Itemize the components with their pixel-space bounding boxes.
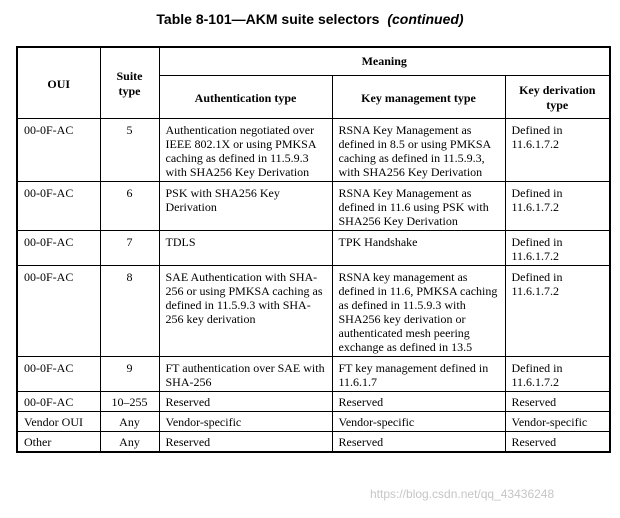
cell-key-derivation-type: Defined in 11.6.1.7.2 (505, 357, 610, 392)
cell-suite-type: 6 (100, 182, 159, 231)
cell-suite-type: 8 (100, 266, 159, 357)
table-row (17, 182, 610, 231)
cell-auth-type: Vendor-specific (159, 412, 332, 432)
cell-key-derivation-type: Reserved (505, 432, 610, 453)
table-row (17, 357, 610, 392)
table-row (17, 119, 610, 182)
table-row (17, 412, 610, 432)
table-row (17, 432, 610, 453)
akm-suite-table (16, 46, 611, 453)
header-meaning: Meaning (159, 47, 610, 76)
cell-key-mgmt-type: Reserved (332, 392, 505, 412)
cell-key-mgmt-type: TPK Handshake (332, 231, 505, 266)
table-continued-label: (continued) (387, 11, 464, 27)
cell-auth-type: PSK with SHA256 Key Derivation (159, 182, 332, 231)
cell-key-derivation-type: Defined in 11.6.1.7.2 (505, 119, 610, 182)
header-suite-type: Suite type (100, 47, 159, 119)
table-row (17, 266, 610, 357)
cell-key-derivation-type: Defined in 11.6.1.7.2 (505, 266, 610, 357)
cell-suite-type: Any (100, 412, 159, 432)
header-auth-type: Authentication type (159, 76, 332, 119)
cell-key-mgmt-type: Vendor-specific (332, 412, 505, 432)
watermark: https://blog.csdn.net/qq_43436248 (370, 487, 555, 501)
cell-auth-type: SAE Authentication with SHA-256 or using PMKSA caching as defined in 11.5.9.3 with SHA-256 key derivation (159, 266, 332, 357)
table-title: Table 8-101—AKM suite selectors (156, 11, 380, 27)
cell-oui: 00-0F-AC (17, 266, 100, 357)
cell-suite-type: 5 (100, 119, 159, 182)
cell-auth-type: Reserved (159, 392, 332, 412)
header-oui: OUI (17, 47, 100, 119)
cell-suite-type: 7 (100, 231, 159, 266)
cell-oui: 00-0F-AC (17, 392, 100, 412)
cell-oui: 00-0F-AC (17, 182, 100, 231)
cell-suite-type: 10–255 (100, 392, 159, 412)
cell-oui: 00-0F-AC (17, 357, 100, 392)
table-body (17, 119, 610, 453)
cell-auth-type: TDLS (159, 231, 332, 266)
cell-key-derivation-type: Vendor-specific (505, 412, 610, 432)
cell-auth-type: Authentication negotiated over IEEE 802.1X or using PMKSA caching as defined in 11.5.9.3 with SHA256 Key Derivation (159, 119, 332, 182)
table-row (17, 231, 610, 266)
cell-key-mgmt-type: RSNA Key Management as defined in 8.5 or using PMKSA caching as defined in 11.5.9.3, with SHA256 Key Derivation (332, 119, 505, 182)
cell-suite-type: Any (100, 432, 159, 453)
header-key-mgmt-type: Key management type (332, 76, 505, 119)
cell-suite-type: 9 (100, 357, 159, 392)
table-header (17, 47, 610, 119)
cell-key-mgmt-type: RSNA Key Management as defined in 11.6 using PSK with SHA256 Key Derivation (332, 182, 505, 231)
cell-oui: Other (17, 432, 100, 453)
cell-key-mgmt-type: Reserved (332, 432, 505, 453)
cell-key-mgmt-type: RSNA key management as defined in 11.6, PMKSA caching as defined in 11.5.9.3 with SHA256 key derivation or authenticated mesh peering exchange as defined in 13.5 (332, 266, 505, 357)
cell-key-derivation-type: Defined in 11.6.1.7.2 (505, 182, 610, 231)
table-caption (0, 10, 620, 28)
cell-auth-type: FT authentication over SAE with SHA-256 (159, 357, 332, 392)
cell-auth-type: Reserved (159, 432, 332, 453)
cell-key-derivation-type: Reserved (505, 392, 610, 412)
cell-key-derivation-type: Defined in 11.6.1.7.2 (505, 231, 610, 266)
cell-oui: 00-0F-AC (17, 231, 100, 266)
table-row (17, 392, 610, 412)
cell-key-mgmt-type: FT key management defined in 11.6.1.7 (332, 357, 505, 392)
cell-oui: Vendor OUI (17, 412, 100, 432)
header-key-derivation-type: Key derivation type (505, 76, 610, 119)
cell-oui: 00-0F-AC (17, 119, 100, 182)
